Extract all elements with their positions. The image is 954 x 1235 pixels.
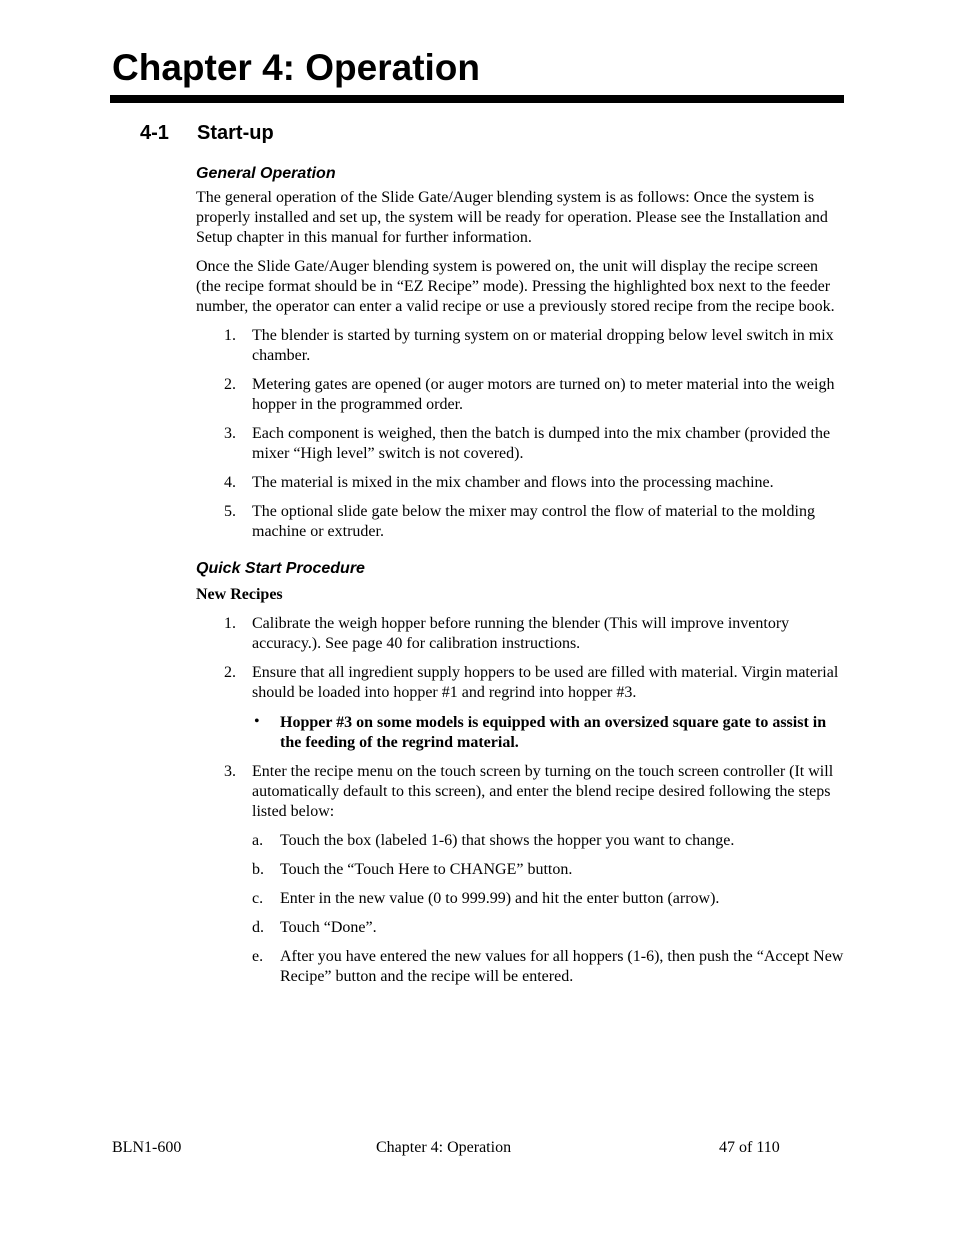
new-recipes-label: New Recipes xyxy=(196,586,283,603)
substeps-list xyxy=(252,831,844,987)
list-item xyxy=(196,663,844,753)
list-item xyxy=(196,614,844,654)
substep-text: Touch the “Touch Here to CHANGE” button. xyxy=(280,861,573,878)
step-number: 3. xyxy=(224,425,236,442)
list-item xyxy=(196,762,844,987)
step-text: Metering gates are opened (or auger motors are turned on) to meter material into the weigh hopper in the programmed order. xyxy=(252,376,835,413)
substep-text: After you have entered the new values for all hoppers (1-6), then push the “Accept New Recipe” button and the recipe will be entered. xyxy=(280,948,844,985)
footer-doc-id: BLN1-600 xyxy=(112,1139,182,1156)
list-item xyxy=(196,473,844,493)
list-item xyxy=(196,424,844,464)
step-text: Calibrate the weigh hopper before running the blender (This will improve inventory accuracy.). See page 40 for calibration instructions. xyxy=(252,615,790,652)
section-title: Start-up xyxy=(197,122,274,144)
step-number: 4. xyxy=(224,474,236,491)
step-number: 1. xyxy=(224,327,236,344)
page-body xyxy=(196,164,844,996)
chapter-title: Chapter 4: Operation xyxy=(112,47,480,88)
general-operation-paragraph-2: Once the Slide Gate/Auger blending system is powered on, the unit will display the recipe screen (the recipe format should be in “EZ Recipe” mode). Pressing the highlighted box next to the feeder number, the operator can enter a valid recipe or use a previously stored recipe from the recipe book. xyxy=(196,258,835,315)
list-item xyxy=(252,831,844,851)
bullet-list xyxy=(252,713,844,753)
footer-page-number: 47 of 110 xyxy=(719,1139,780,1156)
list-item xyxy=(252,947,844,987)
step-number: 2. xyxy=(224,376,236,393)
bullet-icon: • xyxy=(254,713,260,730)
substep-text: Touch “Done”. xyxy=(280,919,377,936)
operation-steps-list xyxy=(196,326,844,542)
general-operation-paragraph-1: The general operation of the Slide Gate/Auger blending system is as follows: Once the system is properly installed and set up, the system will be ready for operation. Please see the Installation and Setup chapter in this manual for further information. xyxy=(196,189,828,246)
section-number: 4-1 xyxy=(140,122,169,144)
step-number: 3. xyxy=(224,763,236,780)
list-item xyxy=(196,375,844,415)
substep-text: Enter in the new value (0 to 999.99) and hit the enter button (arrow). xyxy=(280,890,720,907)
substep-letter: b. xyxy=(252,861,264,878)
list-item xyxy=(252,889,844,909)
step-number: 2. xyxy=(224,664,236,681)
step-number: 5. xyxy=(224,503,236,520)
general-operation-heading: General Operation xyxy=(196,165,336,182)
list-item xyxy=(196,326,844,366)
step-text: The optional slide gate below the mixer may control the flow of material to the molding machine or extruder. xyxy=(252,503,815,540)
chapter-title-rule xyxy=(110,95,844,103)
substep-letter: e. xyxy=(252,948,264,965)
step-text: The blender is started by turning system on or material dropping below level switch in mix chamber. xyxy=(252,327,834,364)
step-text: Enter the recipe menu on the touch screen by turning on the touch screen controller (It will automatically default to this screen), and enter the blend recipe desired following the steps listed below: xyxy=(252,763,834,820)
quick-start-heading: Quick Start Procedure xyxy=(196,560,365,577)
list-item xyxy=(252,918,844,938)
step-text: Ensure that all ingredient supply hoppers to be used are filled with material. Virgin material should be loaded into hopper #1 and regrind into hopper #3. xyxy=(252,664,839,701)
step-text: Each component is weighed, then the batch is dumped into the mix chamber (provided the mixer “High level” switch is not covered). xyxy=(252,425,831,462)
footer-chapter: Chapter 4: Operation xyxy=(376,1139,512,1156)
section-heading xyxy=(140,122,274,145)
substep-letter: d. xyxy=(252,919,264,936)
substep-text: Touch the box (labeled 1-6) that shows the hopper you want to change. xyxy=(280,832,735,849)
bullet-note xyxy=(252,713,844,753)
step-text: The material is mixed in the mix chamber and flows into the processing machine. xyxy=(252,474,774,491)
step-number: 1. xyxy=(224,615,236,632)
substep-letter: c. xyxy=(252,890,264,907)
list-item xyxy=(196,502,844,542)
list-item xyxy=(252,860,844,880)
bullet-note-text: Hopper #3 on some models is equipped with an oversized square gate to assist in the feeding of the regrind material. xyxy=(280,714,827,751)
quick-start-steps-list xyxy=(196,614,844,987)
substep-letter: a. xyxy=(252,832,264,849)
